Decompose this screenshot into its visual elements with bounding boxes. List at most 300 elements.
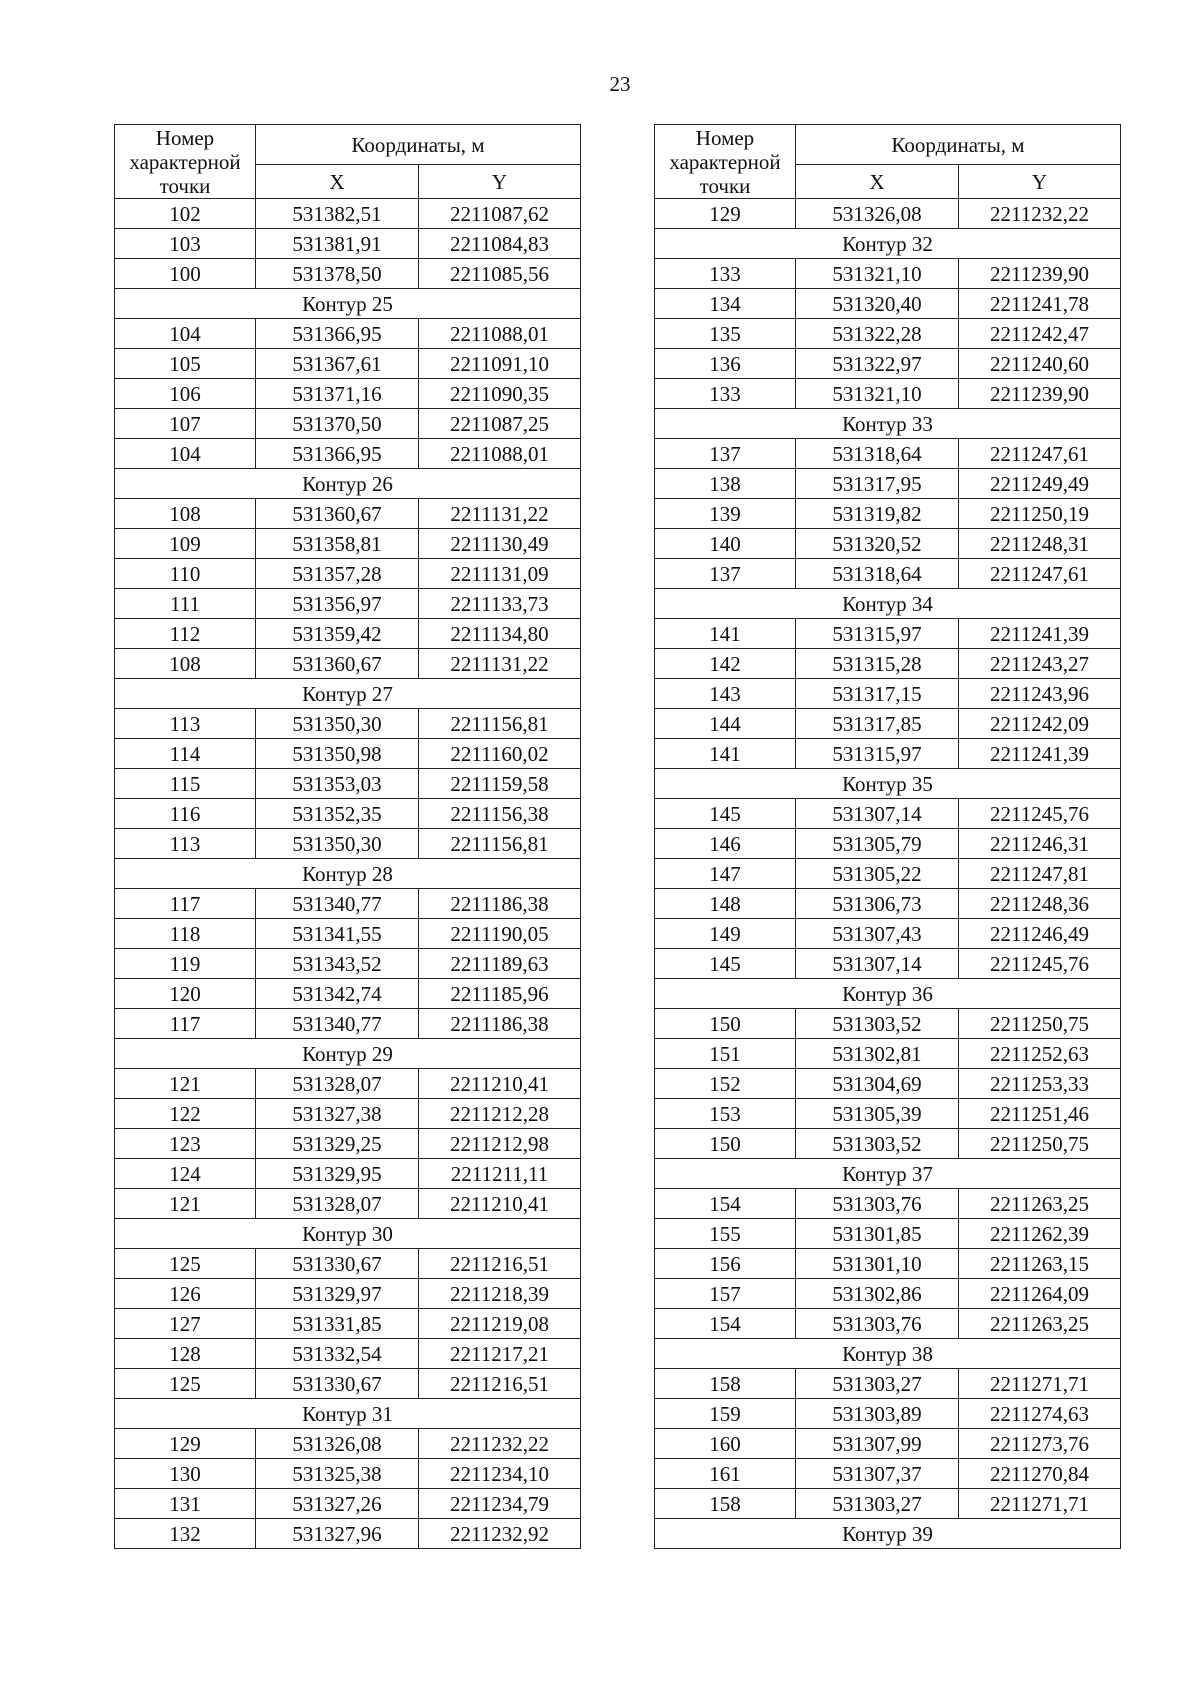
table-row [655,1009,1121,1039]
y-coordinate-cell: 2211241,78 [959,289,1121,319]
y-coordinate-cell: 2211211,11 [419,1159,581,1189]
x-coordinate-cell: 531304,69 [796,1069,959,1099]
table-row [115,1459,581,1489]
y-coordinate-cell: 2211234,79 [419,1489,581,1519]
table-row [655,319,1121,349]
y-coordinate-cell: 2211248,31 [959,529,1121,559]
table-row [115,409,581,439]
x-coordinate-cell: 531317,85 [796,709,959,739]
y-coordinate-cell: 2211130,49 [419,529,581,559]
x-coordinate-cell: 531307,99 [796,1429,959,1459]
y-coordinate-cell: 2211085,56 [419,259,581,289]
table-row [115,979,581,1009]
y-coordinate-cell: 2211251,46 [959,1099,1121,1129]
y-coordinate-cell: 2211219,08 [419,1309,581,1339]
contour-row [655,409,1121,439]
y-coordinate-cell: 2211156,38 [419,799,581,829]
y-coordinate-cell: 2211271,71 [959,1489,1121,1519]
table-row [655,859,1121,889]
point-number-cell: 126 [115,1279,256,1309]
x-coordinate-cell: 531318,64 [796,559,959,589]
contour-label: Контур 35 [655,769,1121,799]
point-number-cell: 113 [115,829,256,859]
contour-row [115,1039,581,1069]
x-coordinate-cell: 531331,85 [256,1309,419,1339]
point-number-cell: 102 [115,199,256,229]
x-coordinate-cell: 531330,67 [256,1369,419,1399]
table-row [655,1219,1121,1249]
x-coordinate-cell: 531319,82 [796,499,959,529]
point-number-cell: 106 [115,379,256,409]
point-number-cell: 108 [115,649,256,679]
table-row [115,829,581,859]
x-coordinate-cell: 531326,08 [796,199,959,229]
x-coordinate-cell: 531357,28 [256,559,419,589]
header-coordinates: Координаты, м [796,125,1121,165]
point-number-cell: 160 [655,1429,796,1459]
table-row [655,199,1121,229]
x-coordinate-cell: 531315,97 [796,619,959,649]
y-coordinate-cell: 2211262,39 [959,1219,1121,1249]
point-number-cell: 155 [655,1219,796,1249]
point-number-cell: 156 [655,1249,796,1279]
point-number-cell: 121 [115,1069,256,1099]
x-coordinate-cell: 531367,61 [256,349,419,379]
y-coordinate-cell: 2211087,25 [419,409,581,439]
table-row [115,769,581,799]
x-coordinate-cell: 531342,74 [256,979,419,1009]
y-coordinate-cell: 2211134,80 [419,619,581,649]
table-body-right [655,199,1121,1549]
y-coordinate-cell: 2211243,27 [959,649,1121,679]
point-number-cell: 136 [655,349,796,379]
table-row [655,889,1121,919]
table-row [655,379,1121,409]
table-row [115,349,581,379]
point-number-cell: 124 [115,1159,256,1189]
table-row [115,1249,581,1279]
y-coordinate-cell: 2211263,15 [959,1249,1121,1279]
contour-row [115,859,581,889]
point-number-cell: 154 [655,1309,796,1339]
table-row [655,1129,1121,1159]
x-coordinate-cell: 531326,08 [256,1429,419,1459]
table-row [115,1129,581,1159]
table-row [115,1489,581,1519]
contour-row [655,769,1121,799]
point-number-cell: 150 [655,1129,796,1159]
y-coordinate-cell: 2211131,09 [419,559,581,589]
table-row [115,1369,581,1399]
contour-label: Контур 27 [115,679,581,709]
point-number-cell: 141 [655,619,796,649]
y-coordinate-cell: 2211270,84 [959,1459,1121,1489]
x-coordinate-cell: 531330,67 [256,1249,419,1279]
point-number-cell: 158 [655,1369,796,1399]
x-coordinate-cell: 531307,37 [796,1459,959,1489]
x-coordinate-cell: 531315,28 [796,649,959,679]
point-number-cell: 121 [115,1189,256,1219]
contour-label: Контур 29 [115,1039,581,1069]
x-coordinate-cell: 531303,27 [796,1369,959,1399]
y-coordinate-cell: 2211247,61 [959,559,1121,589]
y-coordinate-cell: 2211210,41 [419,1189,581,1219]
table-row [115,559,581,589]
contour-label: Контур 38 [655,1339,1121,1369]
point-number-cell: 150 [655,1009,796,1039]
table-row [115,379,581,409]
header-x: X [256,165,419,199]
x-coordinate-cell: 531353,03 [256,769,419,799]
point-number-cell: 137 [655,439,796,469]
table-row [115,889,581,919]
y-coordinate-cell: 2211242,09 [959,709,1121,739]
contour-row [115,469,581,499]
table-row [115,439,581,469]
y-coordinate-cell: 2211160,02 [419,739,581,769]
contour-label: Контур 33 [655,409,1121,439]
x-coordinate-cell: 531328,07 [256,1069,419,1099]
x-coordinate-cell: 531350,30 [256,709,419,739]
x-coordinate-cell: 531322,28 [796,319,959,349]
point-number-cell: 118 [115,919,256,949]
point-number-cell: 114 [115,739,256,769]
y-coordinate-cell: 2211232,92 [419,1519,581,1549]
point-number-cell: 123 [115,1129,256,1159]
x-coordinate-cell: 531341,55 [256,919,419,949]
point-number-cell: 140 [655,529,796,559]
x-coordinate-cell: 531302,86 [796,1279,959,1309]
x-coordinate-cell: 531340,77 [256,889,419,919]
table-row [655,349,1121,379]
x-coordinate-cell: 531303,89 [796,1399,959,1429]
table-row [115,949,581,979]
point-number-cell: 157 [655,1279,796,1309]
contour-label: Контур 36 [655,979,1121,1009]
contour-row [655,1519,1121,1549]
point-number-cell: 145 [655,949,796,979]
x-coordinate-cell: 531343,52 [256,949,419,979]
point-number-cell: 149 [655,919,796,949]
y-coordinate-cell: 2211190,05 [419,919,581,949]
y-coordinate-cell: 2211241,39 [959,739,1121,769]
x-coordinate-cell: 531370,50 [256,409,419,439]
x-coordinate-cell: 531318,64 [796,439,959,469]
y-coordinate-cell: 2211088,01 [419,319,581,349]
y-coordinate-cell: 2211252,63 [959,1039,1121,1069]
contour-row [655,1339,1121,1369]
table-row [655,1279,1121,1309]
table-row [655,439,1121,469]
table-row [655,829,1121,859]
y-coordinate-cell: 2211243,96 [959,679,1121,709]
table-row [115,709,581,739]
table-row [655,919,1121,949]
contour-row [655,979,1121,1009]
x-coordinate-cell: 531366,95 [256,319,419,349]
table-row [115,1309,581,1339]
y-coordinate-cell: 2211186,38 [419,1009,581,1039]
table-row [115,1099,581,1129]
point-number-cell: 112 [115,619,256,649]
point-number-cell: 120 [115,979,256,1009]
point-number-cell: 143 [655,679,796,709]
table-row [655,709,1121,739]
y-coordinate-cell: 2211216,51 [419,1369,581,1399]
header-y: Y [959,165,1121,199]
x-coordinate-cell: 531301,10 [796,1249,959,1279]
x-coordinate-cell: 531327,96 [256,1519,419,1549]
contour-row [115,1399,581,1429]
point-number-cell: 161 [655,1459,796,1489]
point-number-cell: 151 [655,1039,796,1069]
y-coordinate-cell: 2211189,63 [419,949,581,979]
point-number-cell: 129 [655,199,796,229]
x-coordinate-cell: 531305,79 [796,829,959,859]
y-coordinate-cell: 2211131,22 [419,499,581,529]
contour-label: Контур 32 [655,229,1121,259]
y-coordinate-cell: 2211250,75 [959,1129,1121,1159]
x-coordinate-cell: 531303,52 [796,1009,959,1039]
y-coordinate-cell: 2211240,60 [959,349,1121,379]
x-coordinate-cell: 531303,52 [796,1129,959,1159]
x-coordinate-cell: 531305,39 [796,1099,959,1129]
y-coordinate-cell: 2211247,81 [959,859,1121,889]
table-row [655,1189,1121,1219]
y-coordinate-cell: 2211263,25 [959,1189,1121,1219]
x-coordinate-cell: 531360,67 [256,649,419,679]
point-number-cell: 158 [655,1489,796,1519]
point-number-cell: 145 [655,799,796,829]
table-body-left [115,199,581,1549]
table-row [115,619,581,649]
x-coordinate-cell: 531352,35 [256,799,419,829]
y-coordinate-cell: 2211210,41 [419,1069,581,1099]
x-coordinate-cell: 531381,91 [256,229,419,259]
header-y: Y [419,165,581,199]
contour-label: Контур 26 [115,469,581,499]
header-coordinates: Координаты, м [256,125,581,165]
y-coordinate-cell: 2211245,76 [959,799,1121,829]
y-coordinate-cell: 2211264,09 [959,1279,1121,1309]
table-row [115,499,581,529]
y-coordinate-cell: 2211133,73 [419,589,581,619]
table-row [655,949,1121,979]
contour-label: Контур 31 [115,1399,581,1429]
y-coordinate-cell: 2211263,25 [959,1309,1121,1339]
table-row [655,1099,1121,1129]
y-coordinate-cell: 2211248,36 [959,889,1121,919]
point-number-cell: 129 [115,1429,256,1459]
x-coordinate-cell: 531382,51 [256,199,419,229]
x-coordinate-cell: 531329,97 [256,1279,419,1309]
x-coordinate-cell: 531332,54 [256,1339,419,1369]
table-row [655,1429,1121,1459]
point-number-cell: 154 [655,1189,796,1219]
point-number-cell: 146 [655,829,796,859]
point-number-cell: 135 [655,319,796,349]
x-coordinate-cell: 531307,43 [796,919,959,949]
x-coordinate-cell: 531325,38 [256,1459,419,1489]
y-coordinate-cell: 2211250,75 [959,1009,1121,1039]
table-row [655,619,1121,649]
y-coordinate-cell: 2211218,39 [419,1279,581,1309]
y-coordinate-cell: 2211246,49 [959,919,1121,949]
table-row [655,649,1121,679]
x-coordinate-cell: 531327,38 [256,1099,419,1129]
point-number-cell: 104 [115,439,256,469]
x-coordinate-cell: 531307,14 [796,799,959,829]
y-coordinate-cell: 2211274,63 [959,1399,1121,1429]
table-row [115,1429,581,1459]
table-row [655,1039,1121,1069]
y-coordinate-cell: 2211156,81 [419,709,581,739]
y-coordinate-cell: 2211131,22 [419,649,581,679]
point-number-cell: 137 [655,559,796,589]
y-coordinate-cell: 2211217,21 [419,1339,581,1369]
contour-row [655,229,1121,259]
table-row [115,259,581,289]
x-coordinate-cell: 531302,81 [796,1039,959,1069]
table-row [115,229,581,259]
point-number-cell: 103 [115,229,256,259]
point-number-cell: 125 [115,1249,256,1279]
y-coordinate-cell: 2211245,76 [959,949,1121,979]
table-row [115,1339,581,1369]
table-row [655,259,1121,289]
contour-label: Контур 34 [655,589,1121,619]
y-coordinate-cell: 2211253,33 [959,1069,1121,1099]
point-number-cell: 132 [115,1519,256,1549]
table-row [655,1489,1121,1519]
table-row [115,649,581,679]
table-row [655,1069,1121,1099]
table-row [115,1009,581,1039]
x-coordinate-cell: 531317,95 [796,469,959,499]
point-number-cell: 159 [655,1399,796,1429]
contour-row [115,1219,581,1249]
point-number-cell: 116 [115,799,256,829]
point-number-cell: 133 [655,259,796,289]
point-number-cell: 125 [115,1369,256,1399]
table-row [115,1279,581,1309]
x-coordinate-cell: 531329,95 [256,1159,419,1189]
contour-label: Контур 39 [655,1519,1121,1549]
y-coordinate-cell: 2211087,62 [419,199,581,229]
x-coordinate-cell: 531321,10 [796,259,959,289]
table-row [655,1459,1121,1489]
y-coordinate-cell: 2211247,61 [959,439,1121,469]
table-row [115,799,581,829]
point-number-cell: 147 [655,859,796,889]
point-number-cell: 148 [655,889,796,919]
table-row [655,499,1121,529]
table-row [655,1369,1121,1399]
point-number-cell: 131 [115,1489,256,1519]
table-row [655,739,1121,769]
x-coordinate-cell: 531306,73 [796,889,959,919]
point-number-cell: 142 [655,649,796,679]
x-coordinate-cell: 531340,77 [256,1009,419,1039]
header-x: X [796,165,959,199]
table-row [655,559,1121,589]
point-number-cell: 111 [115,589,256,619]
x-coordinate-cell: 531366,95 [256,439,419,469]
contour-label: Контур 30 [115,1219,581,1249]
point-number-cell: 119 [115,949,256,979]
x-coordinate-cell: 531356,97 [256,589,419,619]
coordinates-table-left [114,124,581,1549]
coordinates-table-right [654,124,1121,1549]
point-number-cell: 122 [115,1099,256,1129]
table-row [115,589,581,619]
x-coordinate-cell: 531360,67 [256,499,419,529]
point-number-cell: 104 [115,319,256,349]
x-coordinate-cell: 531307,14 [796,949,959,979]
x-coordinate-cell: 531315,97 [796,739,959,769]
table-row [655,1249,1121,1279]
x-coordinate-cell: 531322,97 [796,349,959,379]
point-number-cell: 117 [115,889,256,919]
point-number-cell: 153 [655,1099,796,1129]
x-coordinate-cell: 531303,76 [796,1309,959,1339]
point-number-cell: 100 [115,259,256,289]
x-coordinate-cell: 531303,76 [796,1189,959,1219]
point-number-cell: 127 [115,1309,256,1339]
x-coordinate-cell: 531301,85 [796,1219,959,1249]
y-coordinate-cell: 2211185,96 [419,979,581,1009]
x-coordinate-cell: 531321,10 [796,379,959,409]
point-number-cell: 138 [655,469,796,499]
y-coordinate-cell: 2211159,58 [419,769,581,799]
table-row [655,469,1121,499]
y-coordinate-cell: 2211241,39 [959,619,1121,649]
page-number: 23 [609,72,631,96]
table-row [115,1189,581,1219]
x-coordinate-cell: 531320,40 [796,289,959,319]
point-number-cell: 134 [655,289,796,319]
header-point-number: Номер характерной точки [115,125,256,199]
point-number-cell: 109 [115,529,256,559]
y-coordinate-cell: 2211084,83 [419,229,581,259]
contour-label: Контур 37 [655,1159,1121,1189]
y-coordinate-cell: 2211090,35 [419,379,581,409]
y-coordinate-cell: 2211212,28 [419,1099,581,1129]
x-coordinate-cell: 531350,98 [256,739,419,769]
y-coordinate-cell: 2211232,22 [959,199,1121,229]
table-row [655,1399,1121,1429]
x-coordinate-cell: 531329,25 [256,1129,419,1159]
x-coordinate-cell: 531328,07 [256,1189,419,1219]
x-coordinate-cell: 531317,15 [796,679,959,709]
y-coordinate-cell: 2211273,76 [959,1429,1121,1459]
table-row [115,919,581,949]
contour-row [655,1159,1121,1189]
y-coordinate-cell: 2211246,31 [959,829,1121,859]
point-number-cell: 128 [115,1339,256,1369]
x-coordinate-cell: 531303,27 [796,1489,959,1519]
header-point-number: Номер характерной точки [655,125,796,199]
point-number-cell: 152 [655,1069,796,1099]
y-coordinate-cell: 2211250,19 [959,499,1121,529]
contour-label: Контур 28 [115,859,581,889]
y-coordinate-cell: 2211239,90 [959,259,1121,289]
y-coordinate-cell: 2211212,98 [419,1129,581,1159]
contour-row [115,289,581,319]
y-coordinate-cell: 2211239,90 [959,379,1121,409]
table-row [115,199,581,229]
table-row [115,739,581,769]
